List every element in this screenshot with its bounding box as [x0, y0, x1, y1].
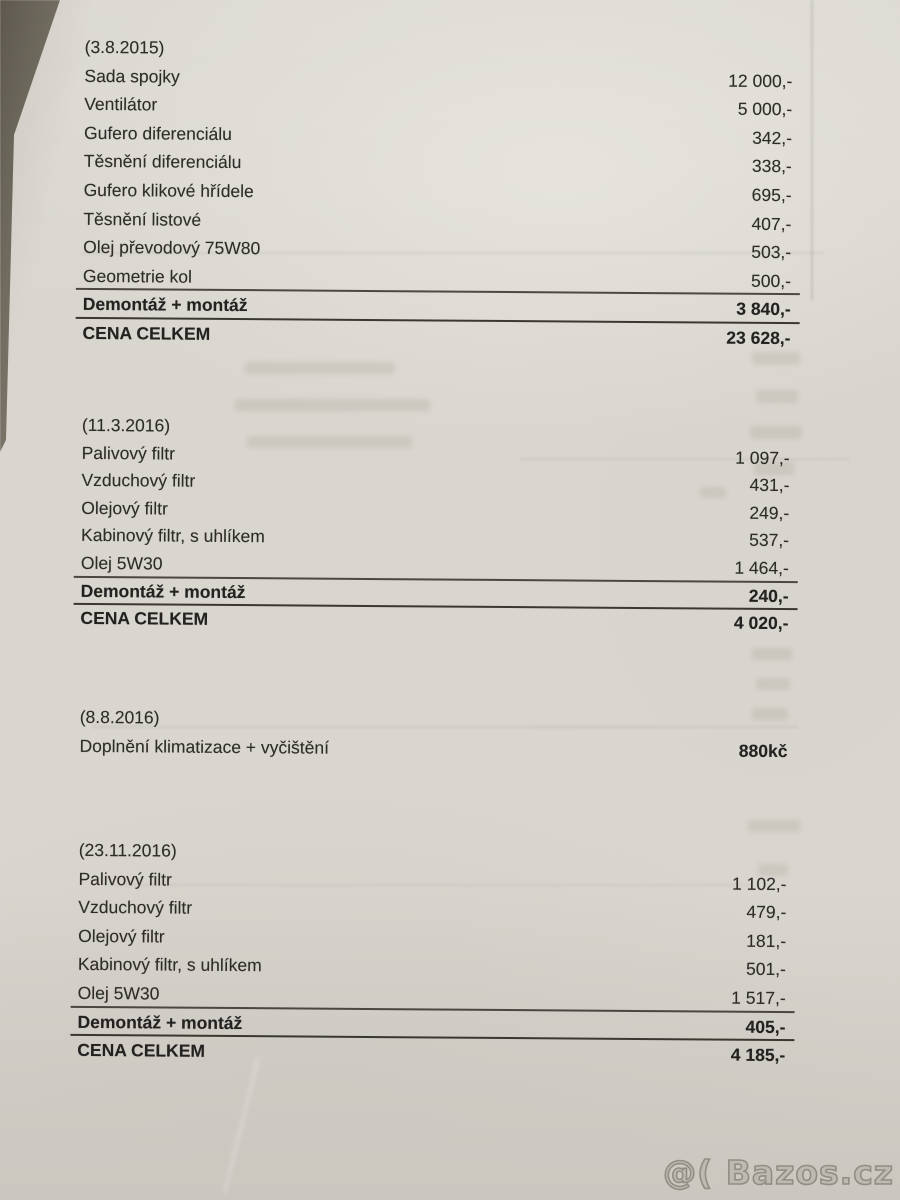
item-label: Olej 5W30 [77, 982, 160, 1004]
item-price: 695,- [751, 184, 792, 206]
item-price: 407,- [751, 213, 792, 234]
item-price: 338,- [751, 156, 792, 177]
record-date: (3.8.2015) [84, 36, 165, 58]
paper-crease [811, 0, 813, 300]
item-label: Olejový filtr [81, 497, 168, 519]
line-item-row [75, 319, 799, 353]
record-date: (23.11.2016) [78, 839, 177, 861]
item-price: 240,- [748, 585, 789, 606]
item-label: Geometrie kol [82, 265, 192, 287]
item-label: Olej převodový 75W80 [83, 237, 261, 259]
item-label: Palivový filtr [81, 442, 176, 464]
item-label: Gufero klikové hřídele [83, 179, 254, 202]
item-label: Ventilátor [84, 94, 158, 115]
line-item-row [73, 605, 797, 638]
item-price: 3 840,- [736, 299, 791, 320]
item-label: CENA CELKEM [77, 1040, 206, 1061]
record-date: (11.3.2016) [81, 414, 171, 436]
item-label: Olej 5W30 [80, 552, 163, 574]
service-record-section [70, 836, 796, 1070]
item-label: Vzduchový filtr [81, 470, 196, 491]
record-date: (8.8.2016) [79, 706, 160, 728]
item-price: 500,- [750, 270, 792, 291]
item-price: 12 000,- [728, 70, 793, 91]
item-label: Sada spojky [84, 65, 180, 87]
line-item-row [70, 1036, 794, 1070]
item-price: 1 464,- [734, 557, 789, 579]
item-price: 4 020,- [733, 612, 789, 634]
item-label: Kabinový filtr, s uhlíkem [77, 954, 262, 976]
item-label: Olejový filtr [78, 925, 165, 947]
item-label: Demontáž + montáž [82, 294, 248, 316]
item-price: 1 517,- [731, 987, 786, 1009]
item-price: 431,- [749, 474, 790, 496]
item-label: Vzduchový filtr [78, 897, 193, 918]
line-item-row [74, 522, 798, 555]
item-label: CENA CELKEM [80, 608, 209, 629]
service-records-list [69, 0, 802, 1200]
item-price: 501,- [745, 959, 786, 980]
item-label: Palivový filtr [78, 868, 172, 890]
item-price: 479,- [746, 901, 787, 923]
item-price: 23 628,- [726, 327, 791, 349]
item-price: 1 097,- [735, 447, 790, 468]
service-record-section [72, 703, 796, 765]
item-label: Demontáž + montáž [80, 580, 246, 602]
service-record-section [73, 412, 799, 638]
item-label: Těsnění listové [83, 208, 202, 230]
item-price: 537,- [749, 530, 790, 551]
line-item-row [71, 950, 795, 984]
item-price: 5 000,- [737, 98, 793, 120]
item-price: 249,- [749, 502, 790, 523]
item-label: Kabinový filtr, s uhlíkem [81, 525, 265, 547]
item-label: CENA CELKEM [82, 322, 211, 344]
bazos-watermark: @( Bazos.cz [663, 1153, 894, 1192]
item-price: 405,- [745, 1016, 786, 1037]
item-price: 4 185,- [730, 1044, 786, 1066]
page-edge-shadow [0, 0, 66, 452]
line-item-row [74, 467, 798, 500]
item-label: Těsnění diferenciálu [83, 151, 242, 173]
item-label: Doplnění klimatizace + vyčištění [79, 735, 330, 758]
item-price: 1 102,- [731, 873, 787, 894]
line-item-row [72, 731, 796, 765]
item-price: 880kč [738, 740, 788, 761]
line-item-row [71, 893, 795, 927]
item-price: 342,- [752, 127, 793, 148]
item-price: 181,- [746, 930, 787, 951]
item-label: Demontáž + montáž [77, 1011, 243, 1033]
item-label: Gufero diferenciálu [83, 122, 232, 144]
item-price: 503,- [751, 241, 792, 263]
service-record-section [75, 33, 801, 353]
